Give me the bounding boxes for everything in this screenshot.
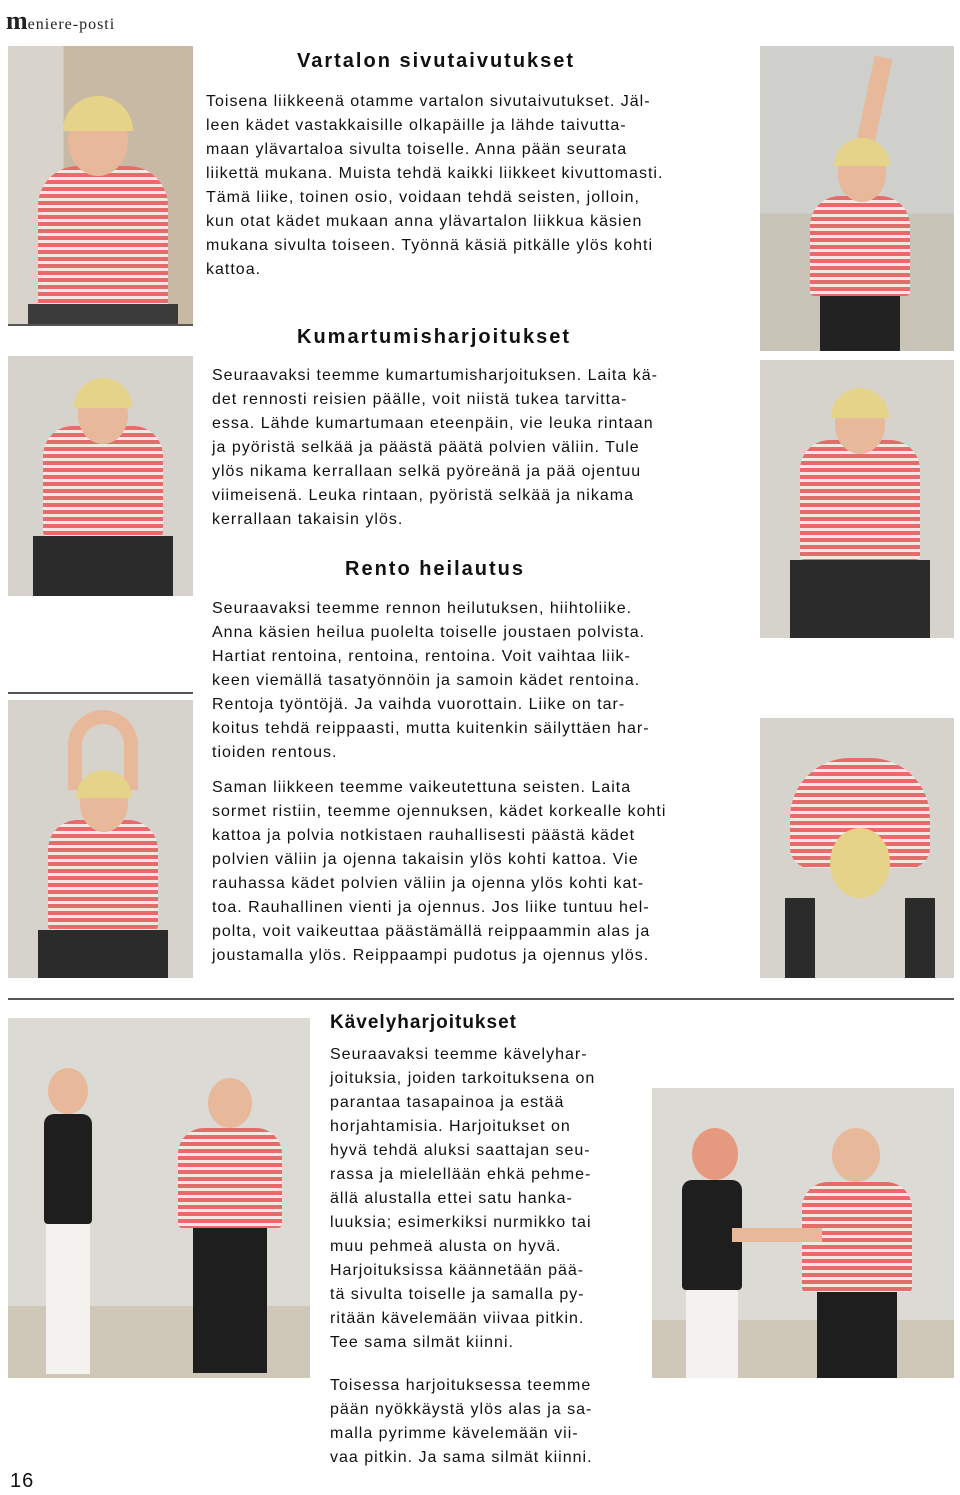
divider xyxy=(8,692,193,694)
divider xyxy=(8,998,954,1000)
photo-standing-arm-raise xyxy=(760,46,954,351)
section-title: Vartalon sivutaivutukset xyxy=(297,50,576,72)
photo-seated-hands-on-thighs-right xyxy=(760,360,954,638)
section-title: Kävelyharjoitukset xyxy=(330,1012,517,1033)
photo-walking-pair xyxy=(8,1018,310,1378)
section-title: Rento heilautus xyxy=(345,558,526,580)
section-body: Seuraavaksi teemme kävelyhar- joituksia, joiden tarkoituksena on parantaa tasapainoa ja estää horjahtamisia. Harjoitukset on hyvä tehdä aluksi saattajan seu- rassa ja mielellään ehkä pehme- ällä alustalla ettei satu hanka- luuksia; esimerkiksi nurmikko tai muu pehmeä alusta on hyvä. Harjoituksissa käännetään pää- tä sivulta toiselle ja samalla py- ritään kävelemään viivaa pitkin. Tee sama silmät kiinni. xyxy=(330,1046,596,1351)
photo-walking-guided xyxy=(652,1088,954,1378)
section-body: Toisena liikkeenä otamme vartalon sivutaivutukset. Jäl- leen kädet vastakkaisille olkapäille ja lähde taivutta- maan ylävartaloa sivulta toiselle. Anna pään seurata liikettä mukana. Muista tehdä kaikki liikkeet kivuttomasti. Tämä liike, toinen osio, voidaan tehdä seisten, jolloin, kun otat kädet mukaan anna ylävartalon liikkua käsien mukana sivulta toiseen. Työnnä käsiä pitkälle ylös kohti kattoa. xyxy=(206,93,664,278)
photo-seated-forward-bend xyxy=(760,718,954,978)
section-body: Seuraavaksi teemme kumartumisharjoituksen. Laita kä- det rennosti reisien päälle, voit niistä tukea tarvitta- essa. Lähde kumartumaan eteenpäin, vie leuka rintaan ja pyöristä selkää ja päästä päätä polvien väliin. Tule ylös nikama kerrallaan selkä pyöreänä ja pää ojentuu viimeisenä. Leuka rintaan, pyöristä selkää ja nikama kerrallaan takaisin ylös. xyxy=(212,367,658,528)
section-body-continued: Toisessa harjoituksessa teemme pään nyökkäystä ylös alas ja sa- malla pyrimme kävelemään vii- vaa pitkin. Ja sama silmät kiinni. xyxy=(330,1377,593,1466)
divider xyxy=(8,324,193,326)
photo-seated-hands-on-thighs-left xyxy=(8,356,193,596)
section-title: Kumartumisharjoitukset xyxy=(297,326,572,348)
magazine-logo: meniere-posti xyxy=(6,6,116,35)
page-number: 16 xyxy=(10,1470,35,1492)
section-body-continued: Saman liikkeen teemme vaikeutettuna seisten. Laita sormet ristiin, teemme ojennuksen, kädet korkealle kohti kattoa ja polvia notkistaen rauhallisesti päästä kädet polvien väliin ja ojenna takaisin ylös kohti kattoa. Vie rauhassa kädet polvien väliin ja ojenna ylös kohti kat- toa. Rauhallinen vienti ja ojennus. Jos liike tuntuu hel- polta, voit vaikeuttaa päästämällä reippaammin alas ja joustamalla ylös. Reippaampi pudotus ja ojennus ylös. xyxy=(212,779,667,964)
photo-seated-arms-overhead xyxy=(8,700,193,978)
section-body: Seuraavaksi teemme rennon heilutuksen, hiihtoliike. Anna käsien heilua puolelta toiselle joustaen polvista. Hartiat rentoina, rentoina, rentoina. Voit vaihtaa liik- keen viemällä tasatyönnöin ja samoin kädet rentoina. Rentoja työntöjä. Ja vaihda vuorottain. Liike on tar- koitus tehdä reippaasti, mutta kuitenkin säilyttäen har- tioiden rentous. xyxy=(212,600,650,761)
photo-seated-side-bend xyxy=(8,46,193,324)
